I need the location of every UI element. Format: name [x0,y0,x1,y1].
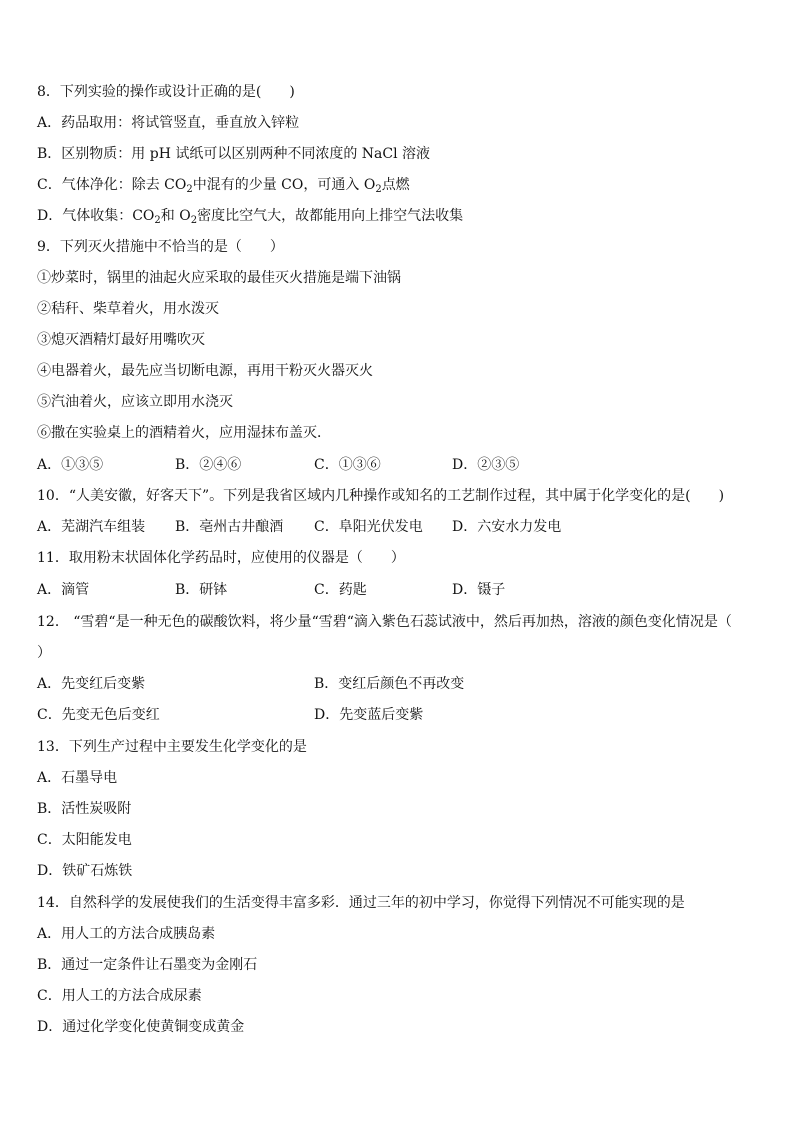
q12-options-row2 [37,705,764,725]
q11-option-d: D．镊子 [452,582,506,598]
q9-item: ④电器着火，最先应当切断电源，再用干粉灭火器灭火 [37,363,373,379]
q14-option-b: B．通过一定条件让石墨变为金刚石 [37,957,258,973]
q8-option-d [37,206,764,226]
q8-option-a: A．药品取用：将试管竖直，垂直放入锌粒 [37,115,300,131]
q13-option-d: D．铁矿石炼铁 [37,863,133,879]
q9-item: ⑤汽油着火，应该立即用水浇灭 [37,394,233,410]
q14-stem: 14．自然科学的发展使我们的生活变得丰富多彩．通过三年的初中学习，你觉得下列情况不可能实现的是 [37,895,685,911]
q10-option-c: C．阜阳光伏发电 [314,519,423,535]
q9-stem: 9．下列灭火措施中不恰当的是（ ） [37,239,284,255]
q8-d-text-2: 和 O [160,208,191,224]
q13-option-b: B．活性炭吸附 [37,801,132,817]
q9-item: ②秸秆、柴草着火，用水泼灭 [37,301,219,317]
q11-stem: 11．取用粉末状固体化学药品时，应使用的仪器是（ ） [37,550,405,566]
q10-stem: 10．“人美安徽，好客天下”。下列是我省区域内几种操作或知名的工艺制作过程，其中属于化学变化的是( ) [37,488,725,504]
q12-stem: 12． “雪碧“是一种无色的碳酸饮料，将少量“雪碧“滴入紫色石蕊试液中，然后再加热，溶液的颜色变化情况是（ [37,614,732,630]
q9-option-d: D．②③⑤ [452,457,520,473]
q8-d-text-3: 密度比空气大，故都能用向上排空气法收集 [197,208,464,224]
q10-option-d: D．六安水力发电 [452,519,562,535]
q9-option-a: A．①③⑤ [37,457,104,473]
q8-c-subscript-1: 2 [186,184,193,195]
q9-item: ⑥撒在实验桌上的酒精着火，应用湿抹布盖灭． [37,425,331,441]
q10-options [37,517,764,537]
q13-stem: 13．下列生产过程中主要发生化学变化的是 [37,739,307,755]
q8-d-text-1: D．气体收集：CO [37,208,155,224]
q12-option-b: B．变红后颜色不再改变 [314,676,465,692]
q14-option-a: A．用人工的方法合成胰岛素 [37,926,216,942]
q9-options [37,455,764,475]
q8-option-c [37,175,764,195]
q8-c-text-2: 中混有的少量 CO，可通入 O [192,177,376,193]
q8-c-text-1: C．气体净化：除去 CO [37,177,187,193]
q8-d-subscript-2: 2 [190,215,198,226]
q9-option-b: B．②④⑥ [175,457,242,473]
q11-option-c: C．药匙 [314,582,367,598]
q11-options [37,580,764,600]
q10-option-b: B．亳州古井酿酒 [175,519,284,535]
q13-option-c: C．太阳能发电 [37,832,132,848]
q9-item: ①炒菜时，锅里的油起火应采取的最佳灭火措施是端下油锅 [37,270,401,286]
q9-option-c: C．①③⑥ [314,457,381,473]
q14-option-c: C．用人工的方法合成尿素 [37,988,202,1004]
q12-options-row1 [37,674,764,694]
q11-option-a: A．滴管 [37,582,90,598]
q8-c-subscript-2: 2 [375,184,382,195]
q14-option-d: D．通过化学变化使黄铜变成黄金 [37,1019,245,1035]
q11-option-b: B．研钵 [175,582,228,598]
q12-stem-end: ） [37,645,51,661]
q12-option-a: A．先变红后变紫 [37,676,146,692]
q13-option-a: A．石墨导电 [37,770,118,786]
q12-option-c: C．先变无色后变红 [37,707,160,723]
q8-option-b: B．区别物质：用 pH 试纸可以区别两种不同浓度的 NaCl 溶液 [37,146,431,162]
q8-c-text-3: 点燃 [381,177,410,193]
q12-option-d: D．先变蓝后变紫 [314,707,424,723]
q9-item: ③熄灭酒精灯最好用嘴吹灭 [37,332,205,348]
q8-d-subscript-1: 2 [154,215,161,226]
q10-option-a: A．芜湖汽车组装 [37,519,146,535]
q8-stem: 8．下列实验的操作或设计正确的是( ) [37,84,295,100]
